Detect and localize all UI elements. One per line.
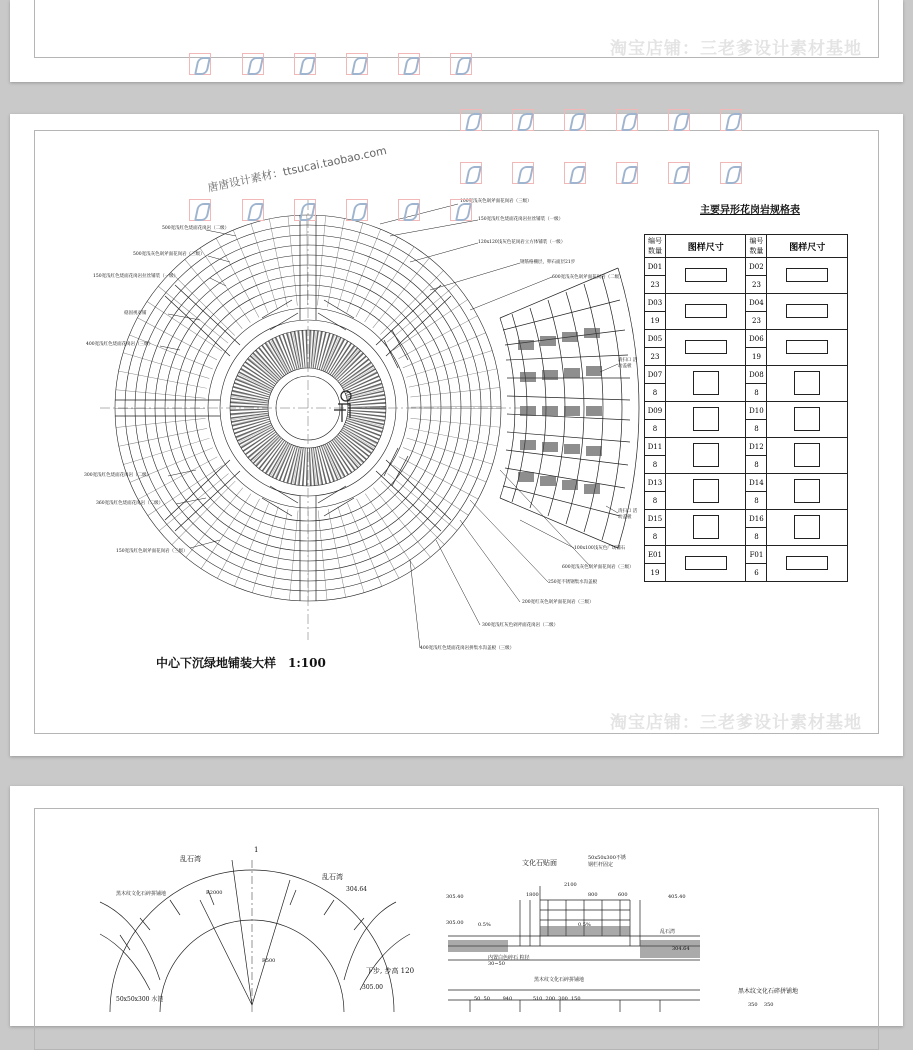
table-row — [645, 510, 848, 528]
detail-label: 乱石湾 — [660, 929, 676, 935]
logo-icon — [616, 162, 638, 184]
slope-label: 0.5% — [478, 922, 491, 928]
shape-drawing — [786, 556, 828, 570]
qty-cell: 19 — [645, 564, 666, 582]
material-label: 200宽红灰色剁斧面花岗岩（三级） — [522, 600, 594, 605]
qty-cell: 6 — [746, 564, 767, 582]
material-label: 清扫口 活动盖板 — [618, 509, 638, 520]
dimension-label: R500 — [262, 958, 276, 964]
material-label: 钢筋格栅层，卵石面层21步 — [520, 260, 576, 265]
table-row — [645, 258, 848, 276]
elevation-label: 405.40 — [668, 894, 686, 900]
material-label: 500宽浅灰色剁斧面花岗岩（三级） — [133, 252, 205, 257]
qty-cell: 8 — [645, 384, 666, 402]
code-cell: D05 — [645, 330, 666, 348]
shape-drawing — [794, 479, 820, 503]
shape-cell — [767, 474, 848, 510]
material-label: 清扫口 活动盖板 — [618, 358, 638, 369]
shape-cell — [665, 546, 746, 582]
detail-label: 下步, 步高 120 — [366, 967, 415, 975]
logo-icon — [668, 109, 690, 131]
shape-drawing — [685, 304, 727, 318]
shape-cell — [665, 330, 746, 366]
code-cell: D07 — [645, 366, 666, 384]
material-label: 150宽浅红色烧面花岗岩拉丝铺装（一级） — [478, 217, 564, 222]
shape-drawing — [693, 371, 719, 395]
material-label: 150宽浅红色烧面花岗岩拉丝铺装（一级） — [93, 274, 179, 279]
code-cell: D12 — [746, 438, 767, 456]
material-label: 120x120浅灰色花岗岩立方体铺装（一级） — [478, 240, 566, 245]
detail-label: 50x50x300不锈钢栏杆固定 — [588, 855, 626, 868]
header-shape: 图样尺寸 — [767, 235, 848, 258]
shape-drawing — [794, 515, 820, 539]
table-row — [645, 330, 848, 348]
qty-cell: 8 — [645, 492, 666, 510]
qty-cell: 8 — [645, 456, 666, 474]
code-cell: E01 — [645, 546, 666, 564]
shape-drawing — [794, 371, 820, 395]
table-row — [645, 366, 848, 384]
code-cell: D09 — [645, 402, 666, 420]
logo-icon — [616, 109, 638, 131]
qty-cell: 8 — [746, 420, 767, 438]
material-label: 400宽浅红色烧面花岗岩（三级） — [86, 342, 154, 347]
table-row — [645, 294, 848, 312]
code-cell: D06 — [746, 330, 767, 348]
drawing-title: 中心下沉绿地铺装大样 1:100 — [156, 656, 326, 670]
shape-drawing — [685, 340, 727, 354]
dimension-row: 50 50 940 510 200 300 150 — [474, 996, 581, 1002]
elevation-label: 304.64 — [346, 886, 367, 893]
material-label: 400宽浅红色烧面花岗岩拼集水沟盖板（三级） — [420, 646, 515, 651]
material-label: 100x100浅灰色广场铺石 — [574, 546, 626, 551]
logo-icon — [398, 199, 420, 221]
material-label: 300宽浅红灰色剁斧面花岗岩（二级） — [482, 623, 559, 628]
detail-label: 内置白色碎石 粒径30~50 — [488, 955, 530, 967]
qty-cell: 19 — [645, 312, 666, 330]
elevation-label: 304.64 — [672, 946, 690, 952]
code-cell: D04 — [746, 294, 767, 312]
detail-label: 乱石湾 — [322, 873, 343, 881]
header-code: 编号 — [647, 237, 662, 245]
shape-drawing — [786, 304, 828, 318]
qty-cell: 8 — [645, 528, 666, 546]
logo-icon — [668, 162, 690, 184]
qty-cell: 19 — [746, 348, 767, 366]
shape-drawing — [693, 479, 719, 503]
detail-label: 黑木纹文化石碎拼铺地 — [116, 891, 167, 897]
code-cell: D14 — [746, 474, 767, 492]
qty-cell: 8 — [746, 492, 767, 510]
shape-cell — [665, 438, 746, 474]
shape-cell — [665, 294, 746, 330]
table-header — [645, 235, 848, 258]
dimension-row: 350 350 — [748, 1002, 774, 1008]
watermark-brand: 淘宝店铺：三老爹设计素材基地 — [610, 39, 862, 59]
detail-label: 黑木纹文化石碎拼铺地 — [738, 988, 799, 995]
code-cell: D02 — [746, 258, 767, 276]
material-label: 600宽浅灰色剁斧面花岗岩（二级） — [552, 275, 624, 280]
dimension-label: R2000 — [206, 890, 223, 896]
shape-drawing — [693, 515, 719, 539]
detail-label: 50x50x300 水篦 — [116, 996, 164, 1003]
qty-cell: 8 — [746, 528, 767, 546]
code-cell: D10 — [746, 402, 767, 420]
dimension-label: 1800 — [526, 892, 539, 898]
qty-cell: 8 — [645, 420, 666, 438]
code-cell: D13 — [645, 474, 666, 492]
granite-spec-table — [644, 234, 848, 582]
code-cell: D03 — [645, 294, 666, 312]
detail-label: 文化石贴面 — [522, 859, 557, 867]
shape-cell — [767, 402, 848, 438]
shape-drawing — [786, 340, 828, 354]
logo-icon — [564, 162, 586, 184]
material-label: 250宽不锈钢集水沟盖板 — [548, 580, 598, 585]
elevation-label: 305.40 — [446, 894, 464, 900]
logo-icon — [564, 109, 586, 131]
watermark-url: 唐唐设计素材：ttsucai.taobao.com — [206, 143, 388, 195]
shape-cell — [767, 258, 848, 294]
table-title: 主要异形花岗岩规格表 — [700, 205, 800, 216]
qty-cell: 23 — [645, 276, 666, 294]
dimension-label: 2100 — [564, 882, 577, 888]
logo-icon — [189, 199, 211, 221]
header-shape: 图样尺寸 — [665, 235, 746, 258]
slope-label: 0.5% — [578, 922, 591, 928]
header-qty: 数量 — [647, 247, 662, 255]
material-label: 100宽浅灰色剁斧面花岗岩（三级） — [460, 199, 532, 204]
code-cell: D15 — [645, 510, 666, 528]
qty-cell: 23 — [746, 276, 767, 294]
table-row — [645, 438, 848, 456]
shape-drawing — [786, 268, 828, 282]
shape-cell — [665, 474, 746, 510]
watermark-brand: 淘宝店铺：三老爹设计素材基地 — [610, 713, 862, 733]
material-label: 稳固视对铺 — [124, 311, 147, 316]
logo-icon — [512, 162, 534, 184]
code-cell: D11 — [645, 438, 666, 456]
shape-drawing — [685, 556, 727, 570]
detail-label: 乱石湾 — [180, 855, 201, 863]
shape-cell — [665, 402, 746, 438]
shape-drawing — [794, 443, 820, 467]
material-label: 600宽浅灰色剁斧面花岗岩（三级） — [562, 565, 634, 570]
shape-drawing — [685, 268, 727, 282]
table-row — [645, 546, 848, 564]
material-label: 500宽浅红色烧面花岗岩（二级） — [162, 226, 230, 231]
shape-drawing — [794, 407, 820, 431]
shape-cell — [767, 366, 848, 402]
shape-cell — [767, 330, 848, 366]
logo-icon — [460, 162, 482, 184]
logo-icon — [720, 162, 742, 184]
shape-cell — [665, 366, 746, 402]
material-label: 300宽浅红色烧面花岗岩（二级） — [84, 473, 152, 478]
logo-icon — [294, 199, 316, 221]
shape-cell — [665, 510, 746, 546]
shape-cell — [767, 510, 848, 546]
elevation-label: 305.00 — [446, 920, 464, 926]
code-cell: D08 — [746, 366, 767, 384]
qty-cell: 8 — [746, 456, 767, 474]
material-label: 150宽浅红色剁斧面花岗岩（三级） — [116, 549, 188, 554]
shape-drawing — [693, 443, 719, 467]
material-label: 360宽浅红色烧面花岗岩（二级） — [96, 501, 164, 506]
table-row — [645, 474, 848, 492]
shape-cell — [767, 294, 848, 330]
header-qty: 数量 — [749, 247, 764, 255]
dimension-label: 800 — [588, 892, 598, 898]
code-cell: F01 — [746, 546, 767, 564]
dimension-label: 600 — [618, 892, 628, 898]
qty-cell: 8 — [746, 384, 767, 402]
shape-drawing — [693, 407, 719, 431]
logo-icon — [346, 199, 368, 221]
logo-icon — [512, 109, 534, 131]
qty-cell: 23 — [746, 312, 767, 330]
table-row — [645, 402, 848, 420]
logo-icon — [460, 109, 482, 131]
elevation-label: 305.00 — [362, 984, 383, 991]
code-cell: D16 — [746, 510, 767, 528]
shape-cell — [767, 438, 848, 474]
code-cell: D01 — [645, 258, 666, 276]
header-code: 编号 — [749, 237, 764, 245]
shape-cell — [767, 546, 848, 582]
logo-icon — [242, 199, 264, 221]
mark-label: 1 — [254, 846, 259, 854]
detail-label: 黑木纹文化石碎拼铺地 — [534, 977, 585, 983]
logo-icon — [450, 199, 472, 221]
logo-icon — [720, 109, 742, 131]
qty-cell: 23 — [645, 348, 666, 366]
shape-cell — [665, 258, 746, 294]
